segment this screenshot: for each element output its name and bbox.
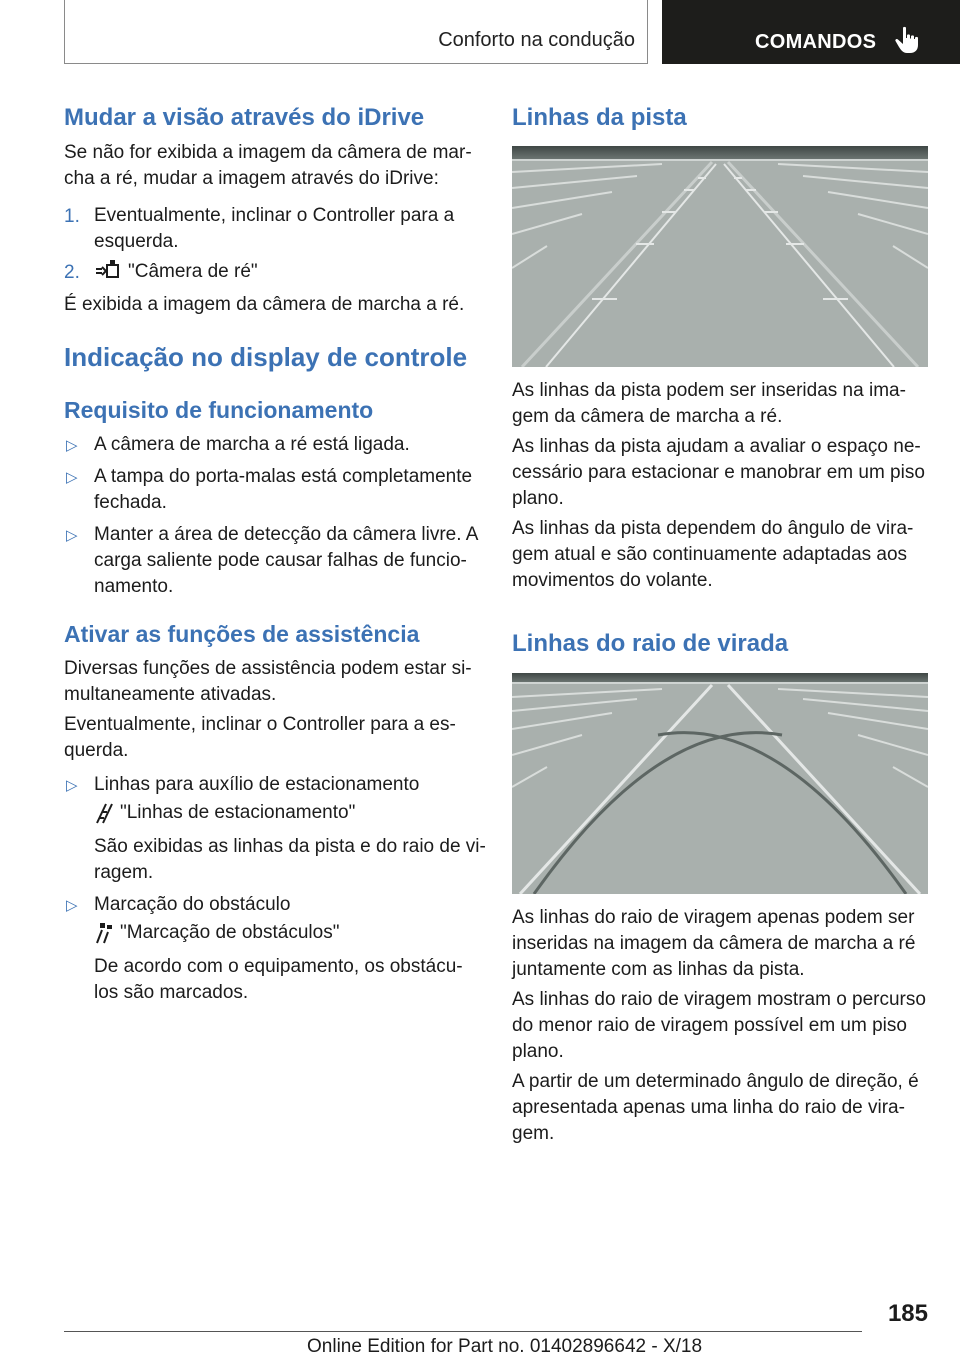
- assist-line-4: querda.: [64, 740, 129, 761]
- turn-p2-l1: As linhas do raio de viragem mostram o percurso: [512, 989, 926, 1010]
- step-2-number: 2.: [64, 262, 80, 283]
- step-1-text-2: esquerda.: [94, 231, 179, 252]
- lanes-p2-l2: cessário para estacionar e manobrar em um piso: [512, 462, 925, 483]
- turn-p2-l3: plano.: [512, 1041, 564, 1062]
- heading-turning-radius: Linhas do raio de virada: [512, 630, 789, 657]
- lanes-p3-l1: As linhas da pista dependem do ângulo de vira-: [512, 518, 914, 539]
- item-2-desc-2: los são marcados.: [94, 982, 249, 1003]
- turn-p1-l2: inseridas na imagem da câmera de marcha a ré: [512, 933, 916, 954]
- lane-lines-figure: [512, 146, 928, 367]
- item-1-desc-2: ragem.: [94, 862, 154, 883]
- triangle-bullet-icon: ▷: [66, 777, 78, 794]
- lanes-p3-l3: movimentos do volante.: [512, 570, 713, 591]
- result-text: É exibida a imagem da câmera de marcha a ré.: [64, 294, 465, 315]
- header-tab-label: COMANDOS: [755, 31, 877, 53]
- turn-p3-l2: apresentada apenas uma linha do raio de vira-: [512, 1097, 905, 1118]
- turn-p2-l2: do menor raio de viragem possível em um piso: [512, 1015, 907, 1036]
- triangle-bullet-icon: ▷: [66, 469, 78, 486]
- triangle-bullet-icon: ▷: [66, 527, 78, 544]
- req-1: A câmera de marcha a ré está ligada.: [94, 434, 410, 455]
- page-number: 185: [887, 1300, 928, 1327]
- assist-line-1: Diversas funções de assistência podem estar si-: [64, 658, 472, 679]
- item-2-menu: "Marcação de obstáculos": [120, 922, 340, 943]
- heading-requirement: Requisito de funcionamento: [64, 397, 374, 423]
- turn-p3-l1: A partir de um determinado ângulo de direção, é: [512, 1071, 919, 1092]
- intro-line-2: cha a ré, mudar a imagem através do iDrive:: [64, 168, 439, 189]
- item-2-desc-1: De acordo com o equipamento, os obstácu-: [94, 956, 463, 977]
- header-section-box: [64, 0, 648, 64]
- footer-edition: Online Edition for Part no. 01402896642 - X/18: [307, 1336, 703, 1357]
- req-3-line-3: namento.: [94, 576, 174, 597]
- req-2-line-1: A tampa do porta-malas está completamente: [94, 466, 473, 487]
- obstacle-marking-icon: [94, 922, 114, 944]
- item-1-menu: "Linhas de estacionamento": [120, 802, 356, 823]
- hand-pointer-icon: [894, 26, 920, 54]
- turn-p3-l3: gem.: [512, 1123, 555, 1144]
- rear-camera-icon: [94, 259, 120, 281]
- heading-change-view: Mudar a visão através do iDrive: [64, 104, 425, 131]
- lanes-p3-l2: gem atual e são continuamente adaptadas aos: [512, 544, 908, 565]
- assist-line-2: multaneamente ativadas.: [64, 684, 277, 705]
- item-1-title: Linhas para auxílio de estacionamento: [94, 774, 420, 795]
- header-section-title: Conforto na condução: [438, 29, 635, 51]
- lanes-p2-l3: plano.: [512, 488, 564, 509]
- lanes-p2-l1: As linhas da pista ajudam a avaliar o espaço ne-: [512, 436, 921, 457]
- req-3-line-2: carga saliente pode causar falhas de funcio-: [94, 550, 467, 571]
- lanes-p1-l2: gem da câmera de marcha a ré.: [512, 406, 783, 427]
- step-1-number: 1.: [64, 206, 80, 227]
- footer-divider: [64, 1331, 862, 1332]
- assist-line-3: Eventualmente, inclinar o Controller para a es-: [64, 714, 456, 735]
- heading-lane-lines: Linhas da pista: [512, 104, 687, 131]
- lanes-p1-l1: As linhas da pista podem ser inseridas na ima-: [512, 380, 906, 401]
- triangle-bullet-icon: ▷: [66, 897, 78, 914]
- item-1-desc-1: São exibidas as linhas da pista e do raio de vi-: [94, 836, 486, 857]
- req-3-line-1: Manter a área de detecção da câmera livre. A: [94, 524, 479, 545]
- heading-display-indication: Indicação no display de controle: [64, 342, 468, 372]
- turning-radius-figure: [512, 673, 928, 894]
- item-2-title: Marcação do obstáculo: [94, 894, 291, 915]
- intro-line-1: Se não for exibida a imagem da câmera de mar-: [64, 142, 472, 163]
- turn-p1-l3: juntamente com as linhas da pista.: [512, 959, 805, 980]
- triangle-bullet-icon: ▷: [66, 437, 78, 454]
- step-1-text-1: Eventualmente, inclinar o Controller para a: [94, 205, 455, 226]
- req-2-line-2: fechada.: [94, 492, 167, 513]
- step-2-text: "Câmera de ré": [128, 261, 258, 282]
- parking-lines-icon: [94, 802, 114, 824]
- heading-assist-functions: Ativar as funções de assistência: [64, 621, 420, 647]
- turn-p1-l1: As linhas do raio de viragem apenas podem ser: [512, 907, 915, 928]
- header-tab[interactable]: [662, 0, 960, 64]
